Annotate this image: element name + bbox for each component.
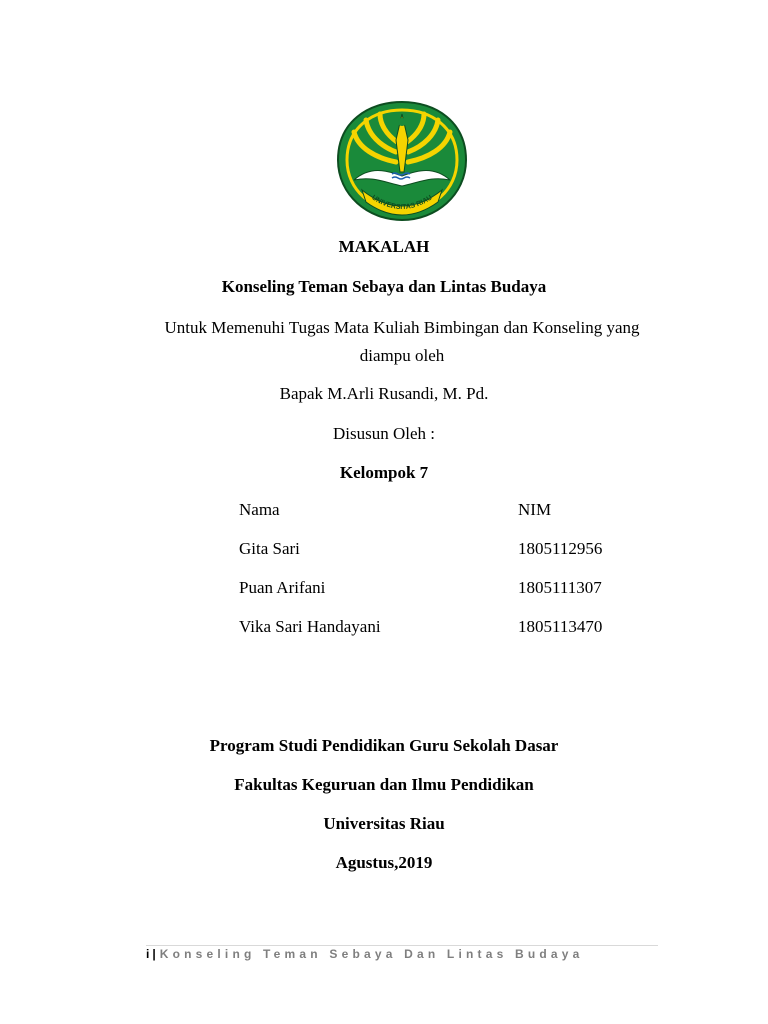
footer-separator: | bbox=[152, 947, 156, 961]
document-title: Konseling Teman Sebaya dan Lintas Budaya bbox=[221, 277, 547, 296]
faculty-name: Fakultas Keguruan dan Ilmu Pendidikan bbox=[234, 775, 534, 794]
logo-text: UNIVERSITAS RIAU bbox=[370, 194, 434, 212]
footer-divider bbox=[146, 945, 658, 946]
members-header-row bbox=[239, 500, 659, 539]
group-label: Kelompok 7 bbox=[339, 463, 429, 482]
member-name: Vika Sari Handayani bbox=[239, 617, 381, 636]
study-program: Program Studi Pendidikan Guru Sekolah Dasar bbox=[209, 736, 559, 755]
page-footer bbox=[146, 947, 584, 961]
member-nim: 1805113470 bbox=[518, 617, 603, 636]
table-row bbox=[239, 617, 659, 656]
lecturer-name: Bapak M.Arli Rusandi, M. Pd. bbox=[279, 384, 489, 403]
purpose-statement bbox=[140, 314, 664, 370]
universitas-riau-logo-icon bbox=[336, 100, 468, 222]
university-name: Universitas Riau bbox=[323, 814, 445, 833]
member-name: Gita Sari bbox=[239, 539, 300, 558]
page-number: i bbox=[146, 947, 150, 961]
footer-title: Konseling Teman Sebaya Dan Lintas Budaya bbox=[159, 947, 584, 961]
member-name: Puan Arifani bbox=[239, 578, 326, 597]
compiled-by-label: Disusun Oleh : bbox=[333, 424, 435, 443]
column-header-nim: NIM bbox=[518, 500, 552, 519]
purpose-line-2: diampu oleh bbox=[359, 346, 445, 365]
member-nim: 1805112956 bbox=[518, 539, 603, 558]
purpose-line-1: Untuk Memenuhi Tugas Mata Kuliah Bimbingan dan Konseling yang bbox=[164, 318, 640, 337]
document-date: Agustus,2019 bbox=[335, 853, 433, 872]
table-row bbox=[239, 578, 659, 617]
members-table bbox=[239, 500, 659, 656]
column-header-name: Nama bbox=[239, 500, 280, 519]
table-row bbox=[239, 539, 659, 578]
member-nim: 1805111307 bbox=[518, 578, 602, 597]
document-type-label: MAKALAH bbox=[338, 237, 430, 256]
